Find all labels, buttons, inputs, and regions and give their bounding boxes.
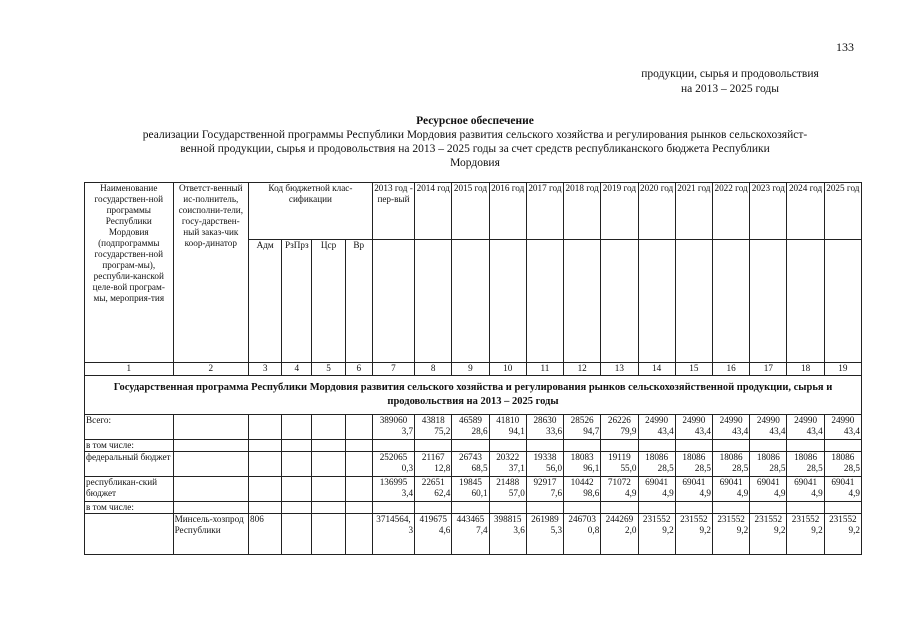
column-index: 5	[312, 363, 345, 376]
value-part-1: 69041	[645, 477, 669, 487]
column-index: 18	[787, 363, 824, 376]
year-value-cell	[675, 502, 712, 514]
value-part-1: 231552	[791, 514, 820, 524]
header-vr: Вр	[345, 240, 372, 363]
row-adm-code: 806	[249, 514, 282, 555]
value-part-2: 43,4	[657, 426, 674, 436]
value-part-1: 18086	[756, 452, 780, 462]
document-subtitle-line-1: реализации Государственной программы Республики Мордовия развития сельского хозяйства и регулирования рынков сельскохозяйст-	[142, 129, 808, 141]
row-adm-code	[249, 477, 282, 502]
year-value-cell	[601, 502, 638, 514]
column-index: 1	[85, 363, 174, 376]
value-part-1: 92917	[533, 477, 557, 487]
value-part-2: 55,0	[620, 463, 637, 473]
row-responsible	[173, 452, 248, 477]
page-number: 133	[836, 40, 854, 54]
year-value-cell	[452, 452, 489, 477]
table-row	[85, 477, 862, 502]
table-body	[85, 415, 862, 555]
value-part-2: 68,5	[471, 463, 488, 473]
value-part-1: 419675	[419, 514, 447, 524]
year-value-cell	[601, 440, 638, 452]
column-index: 13	[601, 363, 638, 376]
value-part-1: 21167	[421, 452, 445, 462]
value-part-1: 69041	[831, 477, 855, 487]
header-budget-code: Код бюджетной клас-сификации	[249, 183, 373, 240]
value-part-1: 398815	[493, 514, 522, 524]
row-code-cell	[282, 440, 312, 452]
value-part-1: 244269	[605, 514, 634, 524]
year-value-cell	[564, 514, 601, 555]
value-part-1: 26743	[458, 452, 482, 462]
year-value-cell	[750, 502, 787, 514]
year-value-cell	[787, 440, 824, 452]
value-part-1: 19845	[458, 477, 482, 487]
value-part-1: 19338	[533, 452, 557, 462]
year-value-cell	[372, 477, 414, 502]
row-adm-code	[249, 440, 282, 452]
value-part-1: 231552	[717, 514, 745, 524]
value-part-2: 0,3	[401, 463, 414, 473]
row-code-cell	[312, 440, 345, 452]
column-index: 16	[712, 363, 749, 376]
value-part-1: 24990	[794, 415, 818, 425]
year-value-cell	[824, 477, 861, 502]
value-part-2: 56,0	[545, 463, 563, 473]
value-part-2: 3,4	[401, 488, 414, 498]
row-adm-code	[249, 452, 282, 477]
table-row	[85, 452, 862, 477]
column-index: 9	[452, 363, 489, 376]
row-code-cell	[282, 477, 312, 502]
value-part-2: 28,5	[769, 463, 786, 473]
year-value-cell	[712, 502, 749, 514]
column-index: 3	[249, 363, 282, 376]
row-code-cell	[312, 514, 345, 555]
value-part-2: 12,8	[434, 463, 451, 473]
value-part-1: 3714564,	[376, 514, 411, 524]
row-code-cell	[312, 452, 345, 477]
table-header-row	[85, 183, 862, 240]
value-part-2: 7,4	[476, 525, 488, 535]
year-value-cell	[787, 452, 824, 477]
year-value-cell	[675, 514, 712, 555]
year-value-cell	[712, 514, 749, 555]
year-value-cell	[489, 452, 526, 477]
column-index: 14	[638, 363, 675, 376]
value-part-1: 28526	[570, 415, 594, 425]
value-part-1: 22651	[421, 477, 445, 487]
value-part-1: 69041	[719, 477, 743, 487]
year-value-cell	[372, 415, 414, 440]
row-code-cell	[312, 502, 345, 514]
value-part-1: 231552	[754, 514, 783, 524]
value-part-1: 252065	[379, 452, 408, 462]
row-label: в том числе:	[85, 440, 174, 452]
value-part-2: 2,0	[625, 525, 637, 535]
year-value-cell	[415, 452, 452, 477]
year-value-cell	[824, 452, 861, 477]
column-index: 17	[750, 363, 787, 376]
year-value-cell	[489, 502, 526, 514]
year-value-cell	[489, 415, 526, 440]
row-adm-code	[249, 415, 282, 440]
year-value-cell	[452, 514, 489, 555]
row-code-cell	[345, 502, 372, 514]
row-label: Всего:	[85, 415, 174, 440]
document-title: Ресурсное обеспечение	[416, 115, 534, 127]
year-value-cell	[638, 452, 675, 477]
table-row	[85, 415, 862, 440]
year-value-cell	[564, 452, 601, 477]
value-part-1: 231552	[829, 514, 857, 524]
value-part-1: 28630	[533, 415, 557, 425]
header-name: Наименование государствен-ной программы Республики Мордовия (подпрограммы государствен-ной програм-мы), республи-канской целе-вой програм-мы, мероприя-тия	[85, 183, 174, 363]
header-year: 2025 год	[824, 183, 861, 240]
year-value-cell	[787, 514, 824, 555]
value-part-2: 0,8	[587, 525, 600, 535]
year-value-cell	[452, 440, 489, 452]
table-row	[85, 440, 862, 452]
row-label: федеральный бюджет	[85, 452, 174, 477]
row-label	[85, 514, 174, 555]
value-part-1: 43818	[421, 415, 445, 425]
header-year: 2014 год	[415, 183, 452, 240]
value-part-2: 4,6	[438, 525, 451, 535]
value-part-1: 19119	[608, 452, 631, 462]
year-value-cell	[675, 477, 712, 502]
row-code-cell	[312, 477, 345, 502]
column-index: 10	[489, 363, 526, 376]
value-part-2: 4,9	[848, 488, 860, 498]
year-value-cell	[415, 502, 452, 514]
value-part-2: 28,5	[732, 463, 749, 473]
value-part-1: 443465	[456, 514, 485, 524]
header-year: 2017 год	[526, 183, 563, 240]
value-part-1: 261989	[531, 514, 559, 524]
year-value-cell	[526, 514, 563, 555]
value-part-1: 24990	[756, 415, 780, 425]
value-part-1: 46589	[458, 415, 482, 425]
column-index: 8	[415, 363, 452, 376]
value-part-2: 43,4	[843, 426, 860, 436]
value-part-2: 43,4	[694, 426, 711, 436]
program-title-row	[85, 376, 862, 415]
caption-line-2: на 2013 – 2025 годы	[681, 83, 779, 95]
value-part-2: 4,9	[773, 488, 786, 498]
value-part-2: 28,6	[471, 426, 488, 436]
header-csr: Цср	[312, 240, 345, 363]
value-part-1: 41810	[496, 415, 520, 425]
year-value-cell	[526, 440, 563, 452]
header-year: 2024 год	[787, 183, 824, 240]
caption-line-1: продукции, сырья и продовольствия	[641, 68, 819, 80]
value-part-2: 43,4	[806, 426, 823, 436]
value-part-1: 10442	[570, 477, 594, 487]
value-part-2: 75,2	[434, 426, 451, 436]
value-part-2: 7,6	[550, 488, 563, 498]
year-value-cell	[415, 477, 452, 502]
year-value-cell	[638, 415, 675, 440]
value-part-2: 3,6	[513, 525, 525, 535]
value-part-1: 24990	[645, 415, 669, 425]
header-adm: Адм	[249, 240, 282, 363]
year-value-cell	[601, 452, 638, 477]
value-part-1: 18086	[682, 452, 706, 462]
row-responsible	[173, 440, 248, 452]
year-value-cell	[787, 415, 824, 440]
row-code-cell	[282, 514, 312, 555]
year-value-cell	[372, 452, 414, 477]
year-value-cell	[712, 452, 749, 477]
year-value-cell	[415, 440, 452, 452]
year-value-cell	[489, 477, 526, 502]
row-code-cell	[282, 502, 312, 514]
row-code-cell	[282, 415, 312, 440]
header-year: 2016 год	[489, 183, 526, 240]
value-part-2: 79,9	[620, 426, 637, 436]
value-part-2: 9,2	[848, 525, 860, 535]
value-part-1: 231552	[642, 514, 671, 524]
program-title: Государственная программа Республики Мордовия развития сельского хозяйства и регулирования рынков сельскохозяйственной продукции, сырья и продовольствия на 2013 – 2025 годы	[85, 376, 862, 415]
year-value-cell	[372, 440, 414, 452]
year-value-cell	[824, 514, 861, 555]
value-part-2: 28,5	[806, 463, 823, 473]
year-value-cell	[824, 502, 861, 514]
column-index: 4	[282, 363, 312, 376]
year-value-cell	[415, 415, 452, 440]
value-part-2: 43,4	[769, 426, 786, 436]
value-part-2: 3,7	[401, 426, 414, 436]
value-part-2: 28,5	[694, 463, 711, 473]
value-part-2: 37,1	[508, 463, 525, 473]
header-year: 2018 год	[564, 183, 601, 240]
value-part-1: 26226	[607, 415, 631, 425]
value-part-2: 94,7	[583, 426, 600, 436]
year-value-cell	[712, 440, 749, 452]
year-value-cell	[601, 477, 638, 502]
header-year: 2021 год	[675, 183, 712, 240]
value-part-2: 94,1	[508, 426, 525, 436]
column-index: 11	[526, 363, 563, 376]
value-part-1: 69041	[756, 477, 780, 487]
value-part-2: 9,2	[773, 525, 786, 535]
year-value-cell	[564, 502, 601, 514]
year-value-cell	[750, 415, 787, 440]
value-part-1: 18086	[831, 452, 855, 462]
value-part-1: 246703	[568, 514, 596, 524]
year-value-cell	[750, 477, 787, 502]
year-value-cell	[489, 514, 526, 555]
row-label: в том числе:	[85, 502, 174, 514]
header-year: 2020 год	[638, 183, 675, 240]
value-part-1: 231552	[680, 514, 708, 524]
year-value-cell	[675, 440, 712, 452]
header-year: 2015 год	[452, 183, 489, 240]
header-responsible: Ответст-венный ис-полнитель, соисполни-тели, госу-дарствен-ный заказ-чик коор-динатор	[173, 183, 248, 363]
column-index: 2	[173, 363, 248, 376]
row-code-cell	[345, 477, 372, 502]
header-rzprz: РзПрз	[282, 240, 312, 363]
year-value-cell	[787, 502, 824, 514]
value-part-2: 4,9	[811, 488, 823, 498]
value-part-1: 20322	[496, 452, 520, 462]
year-value-cell	[415, 514, 452, 555]
year-value-cell	[750, 452, 787, 477]
header-year: 2019 год	[601, 183, 638, 240]
value-part-1: 18086	[794, 452, 818, 462]
value-part-2: 98,6	[583, 488, 600, 498]
value-part-2: 62,4	[434, 488, 451, 498]
row-code-cell	[345, 440, 372, 452]
value-part-1: 18086	[719, 452, 743, 462]
year-value-cell	[526, 502, 563, 514]
year-value-cell	[601, 514, 638, 555]
year-value-cell	[489, 440, 526, 452]
column-index: 19	[824, 363, 861, 376]
value-part-1: 18086	[645, 452, 669, 462]
year-value-cell	[675, 415, 712, 440]
header-year: 2023 год	[750, 183, 787, 240]
year-value-cell	[564, 477, 601, 502]
year-value-cell	[526, 477, 563, 502]
column-index: 6	[345, 363, 372, 376]
value-part-1: 24990	[719, 415, 743, 425]
value-part-1: 71072	[607, 477, 631, 487]
row-label: республикан-ский бюджет	[85, 477, 174, 502]
row-responsible: Минсель-хозпрод Республики	[173, 514, 248, 555]
row-code-cell	[345, 452, 372, 477]
value-part-2: 9,2	[699, 525, 711, 535]
value-part-2: 9,2	[662, 525, 674, 535]
value-part-2: 4,9	[736, 488, 749, 498]
value-part-2: 4,9	[625, 488, 637, 498]
value-part-2: 4,9	[662, 488, 674, 498]
value-part-1: 24990	[682, 415, 706, 425]
row-code-cell	[345, 415, 372, 440]
year-value-cell	[452, 502, 489, 514]
year-value-cell	[601, 415, 638, 440]
value-part-2: 60,1	[471, 488, 488, 498]
value-part-1: 136995	[379, 477, 408, 487]
year-value-cell	[712, 477, 749, 502]
year-value-cell	[372, 514, 414, 555]
year-value-cell	[564, 415, 601, 440]
year-value-cell	[452, 415, 489, 440]
value-part-2: 43,4	[732, 426, 749, 436]
value-part-2: 57,0	[508, 488, 525, 498]
document-subtitle-line-3: Мордовия	[450, 157, 500, 169]
resource-table	[84, 182, 862, 555]
column-index: 7	[372, 363, 414, 376]
year-value-cell	[638, 440, 675, 452]
value-part-2: 28,5	[657, 463, 674, 473]
value-part-1: 18083	[570, 452, 594, 462]
value-part-1: 21488	[496, 477, 520, 487]
value-part-2: 4,9	[699, 488, 711, 498]
header-year: 2013 год - пер-вый	[372, 183, 414, 240]
year-value-cell	[638, 502, 675, 514]
document-subtitle-line-2: венной продукции, сырья и продовольствия на 2013 – 2025 годы за счет средств республиканского бюджета Республики	[180, 143, 770, 155]
row-code-cell	[282, 452, 312, 477]
value-part-2: 5,3	[550, 525, 563, 535]
table-row	[85, 502, 862, 514]
year-value-cell	[712, 415, 749, 440]
column-index: 12	[564, 363, 601, 376]
value-part-2: 9,2	[736, 525, 749, 535]
row-code-cell	[312, 415, 345, 440]
year-value-cell	[452, 477, 489, 502]
value-part-2: 96,1	[583, 463, 600, 473]
year-value-cell	[787, 477, 824, 502]
year-value-cell	[372, 502, 414, 514]
year-value-cell	[750, 440, 787, 452]
row-responsible	[173, 502, 248, 514]
column-index: 15	[675, 363, 712, 376]
year-value-cell	[638, 514, 675, 555]
year-value-cell	[526, 452, 563, 477]
column-index-row	[85, 363, 862, 376]
row-responsible	[173, 477, 248, 502]
value-part-2: 28,5	[843, 463, 860, 473]
value-part-1: 69041	[794, 477, 818, 487]
header-year: 2022 год	[712, 183, 749, 240]
value-part-2: 33,6	[545, 426, 563, 436]
row-code-cell	[345, 514, 372, 555]
value-part-2: 3	[408, 525, 414, 535]
year-value-cell	[824, 440, 861, 452]
row-adm-code	[249, 502, 282, 514]
resource-table-container	[84, 182, 862, 568]
year-value-cell	[564, 440, 601, 452]
year-value-cell	[526, 415, 563, 440]
year-value-cell	[824, 415, 861, 440]
row-responsible	[173, 415, 248, 440]
value-part-1: 69041	[682, 477, 706, 487]
value-part-2: 9,2	[811, 525, 823, 535]
value-part-1: 389060	[379, 415, 408, 425]
year-value-cell	[675, 452, 712, 477]
year-value-cell	[638, 477, 675, 502]
year-value-cell	[750, 514, 787, 555]
table-row	[85, 514, 862, 555]
value-part-1: 24990	[831, 415, 855, 425]
